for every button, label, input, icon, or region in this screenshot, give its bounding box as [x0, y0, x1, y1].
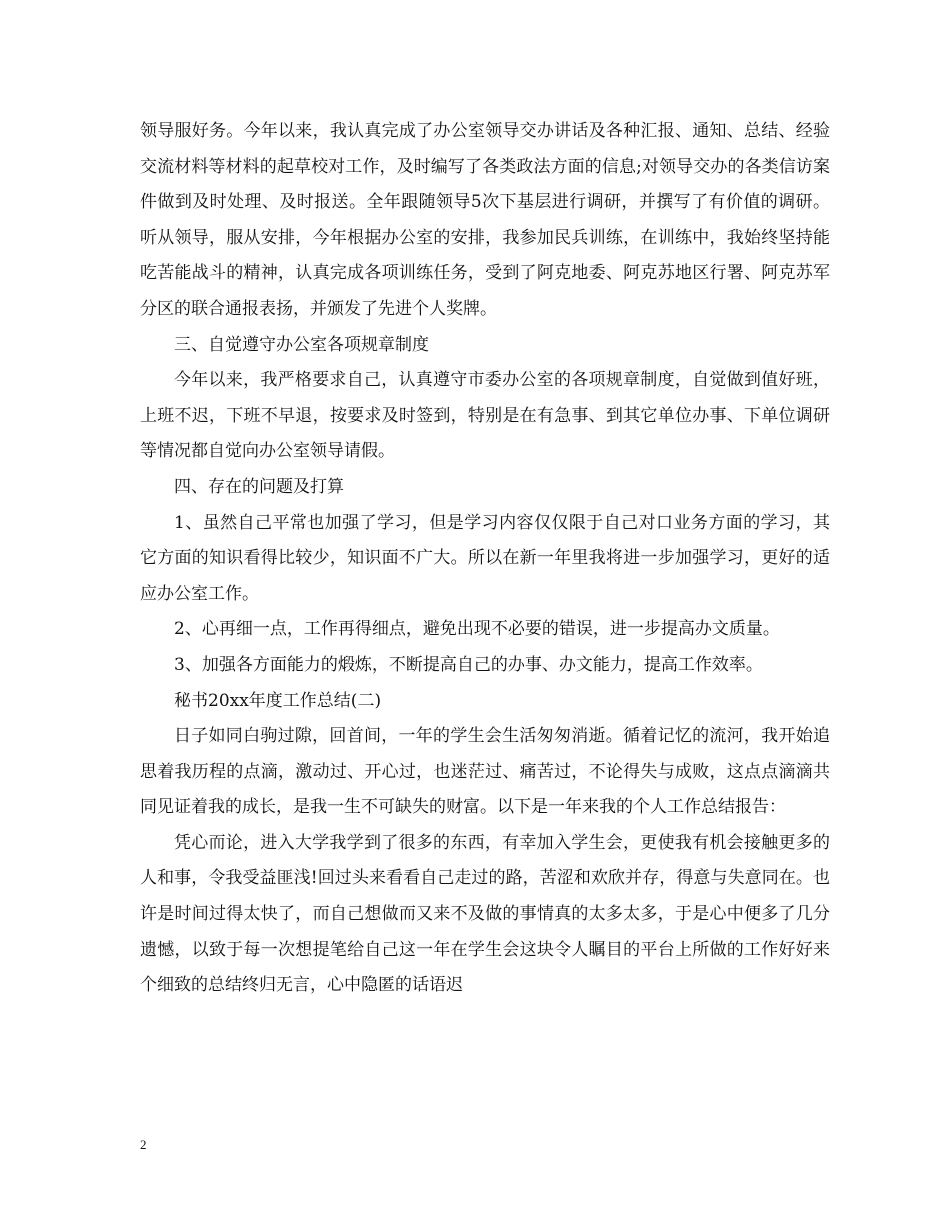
article-title-2: 秘书20xx年度工作总结(二): [174, 690, 382, 711]
paragraph-3: 日子如同白驹过隙，回首间，一年的学生会生活匆匆消逝。循着记忆的流河，我开始追思着我历程的点滴，激动过、开心过，也迷茫过、痛苦过，不论得失与成败，这点点滴滴共同见证着我的成长，是我一生不可缺失的财富。以下是一年来我的个人工作总结报告：: [140, 726, 830, 818]
list-item-1: 1、虽然自己平常也加强了学习，但是学习内容仅仅限于自己对口业务方面的学习，其它方面的知识看得比较少，知识面不广大。所以在新一年里我将进一步加强学习，更好的适应办公室工作。: [140, 512, 830, 604]
page-number: 2: [140, 1137, 147, 1152]
paragraph-1: 领导服好务。今年以来，我认真完成了办公室领导交办讲话及各种汇报、通知、总结、经验交流材料等材料的起草校对工作，及时编写了各类政法方面的信息;对领导交办的各类信访案件做到及时处理、及时报送。全年跟随领导5次下基层进行调研，并撰写了有价值的调研。听从领导，服从安排，今年根据办公室的安排，我参加民兵训练，在训练中，我始终坚持能吃苦能战斗的精神，认真完成各项训练任务，受到了阿克地委、阿克苏地区行署、阿克苏军分区的联合通报表扬，并颁发了先进个人奖牌。: [140, 121, 830, 319]
list-item-2: 2、心再细一点，工作再得细点，避免出现不必要的错误，进一步提高办文质量。: [174, 619, 780, 640]
list-item-3: 3、加强各方面能力的煅炼，不断提高自己的办事、办文能力，提高工作效率。: [174, 654, 763, 675]
section-heading-3: 三、自觉遵守办公室各项规章制度: [174, 334, 429, 355]
paragraph-4: 凭心而论，进入大学我学到了很多的东西，有幸加入学生会，更使我有机会接触更多的人和事，令我受益匪浅!回过头来看看自己走过的路，苦涩和欢欣并存，得意与失意同在。也许是时间过得太快了，而自己想做而又来不及做的事情真的太多太多，于是心中便多了几分遗憾，以致于每一次想提笔给自己这一年在学生会这块令人瞩目的平台上所做的工作好好来个细致的总结终归无言，心中隐匿的话语迟: [140, 832, 830, 996]
document-body: [140, 114, 830, 1004]
paragraph-2: 今年以来，我严格要求自己，认真遵守市委办公室的各项规章制度，自觉做到值好班，上班不迟，下班不早退，按要求及时签到，特别是在有急事、到其它单位办事、下单位调研等情况都自觉向办公室领导请假。: [140, 370, 830, 462]
section-heading-4: 四、存在的问题及打算: [174, 476, 344, 497]
